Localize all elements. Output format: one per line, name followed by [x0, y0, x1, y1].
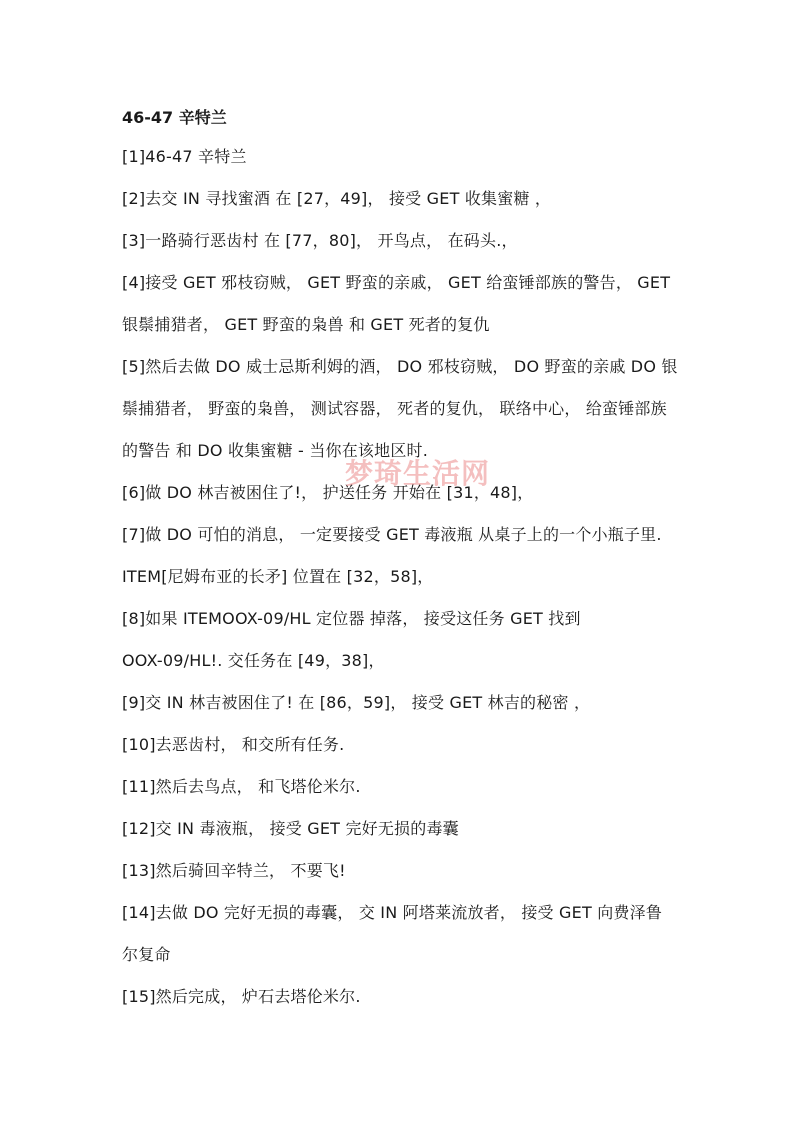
- text-line-15: [10]去恶齿村， 和交所有任务.: [122, 735, 345, 754]
- text-line-20: 尔复命: [122, 945, 171, 964]
- text-line-12: [8]如果 ITEMOOX-09/HL 定位器 掉落， 接受这任务 GET 找到: [122, 609, 581, 628]
- text-line-21: [15]然后完成， 炉石去塔伦米尔.: [122, 987, 361, 1006]
- watermark-text: 梦琦生活网: [345, 457, 491, 490]
- text-line-19: [14]去做 DO 完好无损的毒囊， 交 IN 阿塔莱流放者， 接受 GET 向费泽鲁: [122, 903, 663, 922]
- text-line-11: ITEM[尼姆布亚的长矛] 位置在 [32，58]，: [122, 567, 434, 586]
- text-line-6: [5]然后去做 DO 威士忌斯利姆的酒， DO 邪枝窃贼， DO 野蛮的亲戚 DO 银: [122, 357, 678, 376]
- text-line-4: [4]接受 GET 邪枝窃贼， GET 野蛮的亲戚， GET 给蛮锤部族的警告， GET: [122, 273, 671, 292]
- text-line-7: 鬃捕猎者， 野蛮的枭兽， 测试容器， 死者的复仇， 联络中心， 给蛮锤部族: [122, 399, 667, 418]
- text-line-17: [12]交 IN 毒液瓶， 接受 GET 完好无损的毒囊: [122, 819, 459, 838]
- document-title: 46-47 辛特兰: [122, 108, 227, 127]
- text-line-5: 银鬃捕猎者， GET 野蛮的枭兽 和 GET 死者的复仇: [122, 315, 490, 334]
- text-line-8: 的警告 和 DO 收集蜜糖 - 当你在该地区时.: [122, 441, 429, 460]
- text-line-9: [6]做 DO 林吉被困住了!， 护送任务 开始在 [31，48]，: [122, 483, 534, 502]
- text-line-14: [9]交 IN 林吉被困住了! 在 [86，59]， 接受 GET 林吉的秘密 ，: [122, 693, 591, 712]
- text-line-13: OOX-09/HL!. 交任务在 [49，38]，: [122, 651, 385, 670]
- text-line-10: [7]做 DO 可怕的消息， 一定要接受 GET 毒液瓶 从桌子上的一个小瓶子里.: [122, 525, 662, 544]
- text-line-1: [1]46-47 辛特兰: [122, 147, 247, 166]
- text-line-2: [2]去交 IN 寻找蜜酒 在 [27，49]， 接受 GET 收集蜜糖 ，: [122, 189, 552, 208]
- text-line-18: [13]然后骑回辛特兰， 不要飞!: [122, 861, 346, 880]
- text-line-16: [11]然后去鸟点， 和飞塔伦米尔.: [122, 777, 361, 796]
- text-line-3: [3]一路骑行恶齿村 在 [77，80]， 开鸟点， 在码头.，: [122, 231, 518, 250]
- document-page: [122, 100, 684, 1018]
